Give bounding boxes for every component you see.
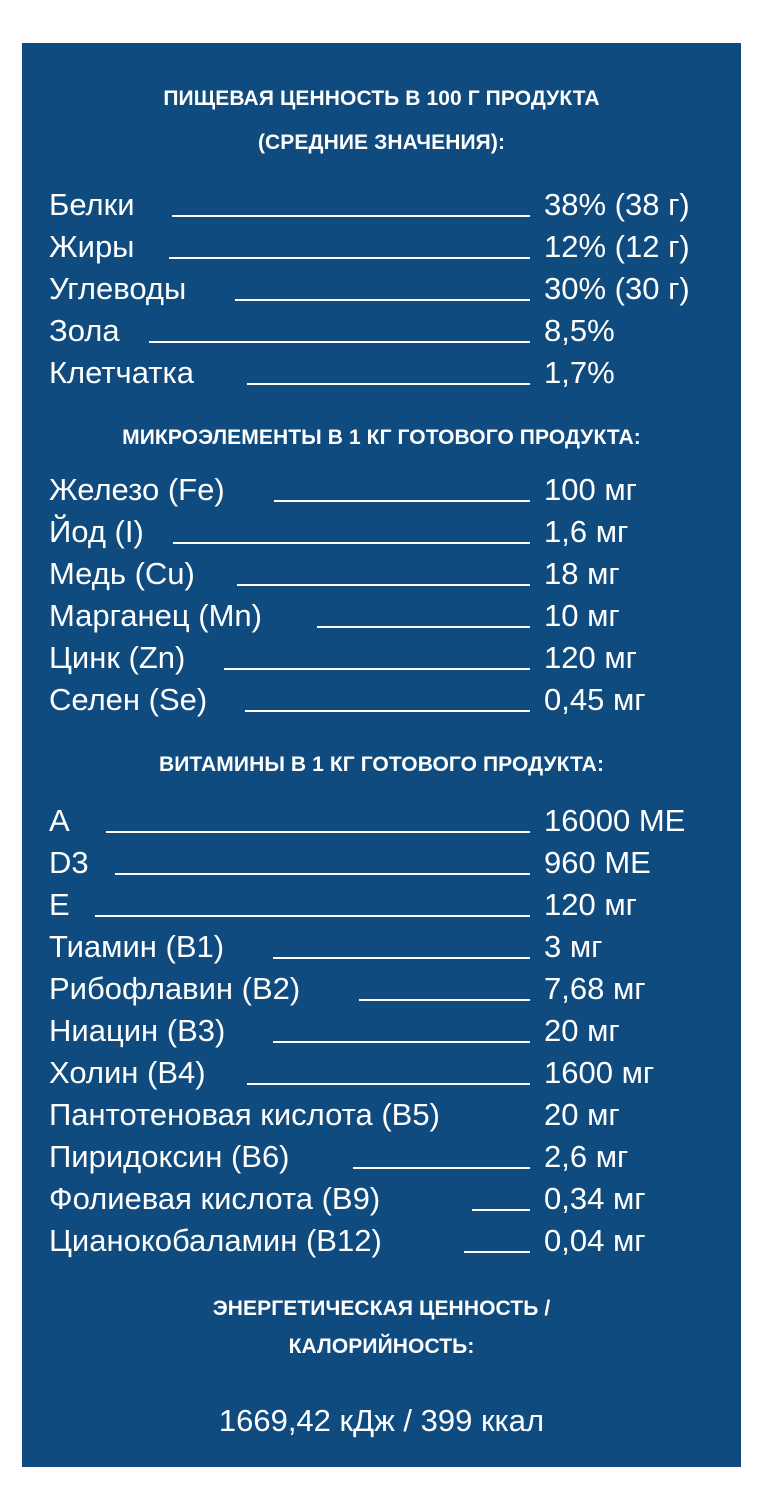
row-label: Цианокобаламин (B12) — [49, 1223, 382, 1258]
row-label: Пиридоксин (B6) — [49, 1139, 290, 1174]
leader-line — [472, 1209, 530, 1211]
row-value: 120 мг — [544, 640, 637, 675]
row-label: Жиры — [49, 229, 135, 264]
leader-line — [274, 500, 530, 502]
row-label: Ниацин (B3) — [49, 1013, 226, 1048]
nutrition-row — [49, 268, 719, 310]
row-value: 0,04 мг — [544, 1223, 646, 1258]
leader-line — [224, 668, 530, 670]
nutrition-row — [49, 310, 719, 352]
leader-line — [172, 215, 530, 217]
mineral-row — [49, 469, 719, 511]
leader-line — [247, 383, 530, 385]
row-value: 20 мг — [544, 1097, 620, 1132]
row-value: 1,7% — [544, 355, 615, 390]
row-label: Углеводы — [49, 271, 187, 306]
row-value: 12% (12 г) — [544, 229, 690, 264]
vitamin-row — [49, 1220, 719, 1262]
row-label: Белки — [49, 187, 135, 222]
mineral-row — [49, 511, 719, 553]
leader-line — [464, 1251, 530, 1253]
row-value: 7,68 мг — [544, 971, 646, 1006]
row-value: 18 мг — [544, 556, 620, 591]
nutrition-heading-line2: (СРЕДНИЕ ЗНАЧЕНИЯ): — [257, 131, 506, 154]
vitamin-row — [49, 968, 719, 1010]
leader-line — [115, 873, 530, 875]
row-label: Фолиевая кислота (B9) — [49, 1181, 381, 1216]
energy-value: 1669,42 кДж / 399 ккал — [218, 1403, 545, 1438]
row-value: 3 мг — [544, 929, 603, 964]
row-label: Селен (Se) — [49, 682, 208, 717]
nutrition-row — [49, 352, 719, 394]
row-label: Клетчатка — [49, 355, 194, 390]
mineral-row — [49, 595, 719, 637]
energy-heading-line1: ЭНЕРГЕТИЧЕСКАЯ ЦЕННОСТЬ / — [212, 1297, 551, 1320]
row-label: Холин (B4) — [49, 1055, 206, 1090]
row-value: 100 мг — [544, 472, 637, 507]
row-value: 10 мг — [544, 598, 620, 633]
vitamins-heading: ВИТАМИНЫ В 1 КГ ГОТОВОГО ПРОДУКТА: — [158, 753, 605, 776]
leader-line — [353, 1167, 530, 1169]
leader-line — [95, 915, 530, 917]
row-value: 120 мг — [544, 887, 637, 922]
leader-line — [106, 831, 530, 833]
mineral-row — [49, 679, 719, 721]
leader-line — [247, 1083, 530, 1085]
row-label: Марганец (Mn) — [49, 598, 262, 633]
row-label: Цинк (Zn) — [49, 640, 186, 675]
leader-line — [245, 710, 530, 712]
row-label: A — [49, 803, 70, 838]
row-value: 8,5% — [544, 313, 615, 348]
vitamin-row — [49, 926, 719, 968]
row-value: 0,34 мг — [544, 1181, 646, 1216]
leader-line — [273, 1041, 530, 1043]
leader-line — [237, 584, 530, 586]
vitamin-row — [49, 1052, 719, 1094]
nutrition-row — [49, 184, 719, 226]
row-label: Железо (Fe) — [49, 472, 225, 507]
nutrition-heading-line1: ПИЩЕВАЯ ЦЕННОСТЬ В 100 Г ПРОДУКТА — [163, 87, 600, 110]
row-value: 960 МЕ — [544, 845, 651, 880]
leader-line — [235, 299, 530, 301]
mineral-row — [49, 637, 719, 679]
leader-line — [149, 341, 530, 343]
row-value: 2,6 мг — [544, 1139, 629, 1174]
vitamin-row — [49, 1178, 719, 1220]
nutrition-row — [49, 226, 719, 268]
leader-line — [173, 542, 530, 544]
row-label: E — [49, 887, 70, 922]
row-value: 30% (30 г) — [544, 271, 690, 306]
leader-line — [317, 626, 530, 628]
row-value: 20 мг — [544, 1013, 620, 1048]
row-value: 1600 мг — [544, 1055, 655, 1090]
vitamin-row — [49, 1094, 719, 1136]
row-value: 1,6 мг — [544, 514, 629, 549]
row-label: Тиамин (B1) — [49, 929, 225, 964]
vitamin-row — [49, 884, 719, 926]
leader-line — [273, 957, 530, 959]
row-label: Пантотеновая кислота (B5) — [49, 1097, 440, 1132]
row-label: D3 — [49, 845, 89, 880]
energy-heading-line2: КАЛОРИЙНОСТЬ: — [288, 1335, 475, 1358]
minerals-heading: МИКРОЭЛЕМЕНТЫ В 1 КГ ГОТОВОГО ПРОДУКТА: — [122, 426, 641, 449]
vitamin-row — [49, 1136, 719, 1178]
vitamin-row — [49, 800, 719, 842]
row-label: Медь (Cu) — [49, 556, 195, 591]
row-label: Рибофлавин (B2) — [49, 971, 301, 1006]
mineral-row — [49, 553, 719, 595]
vitamin-row — [49, 842, 719, 884]
vitamin-row — [49, 1010, 719, 1052]
row-value: 38% (38 г) — [544, 187, 690, 222]
nutrition-panel — [22, 43, 741, 1467]
row-label: Йод (I) — [49, 514, 144, 549]
row-label: Зола — [49, 313, 120, 348]
row-value: 0,45 мг — [544, 682, 646, 717]
leader-line — [359, 999, 530, 1001]
leader-line — [169, 257, 530, 259]
row-value: 16000 МЕ — [544, 803, 686, 838]
